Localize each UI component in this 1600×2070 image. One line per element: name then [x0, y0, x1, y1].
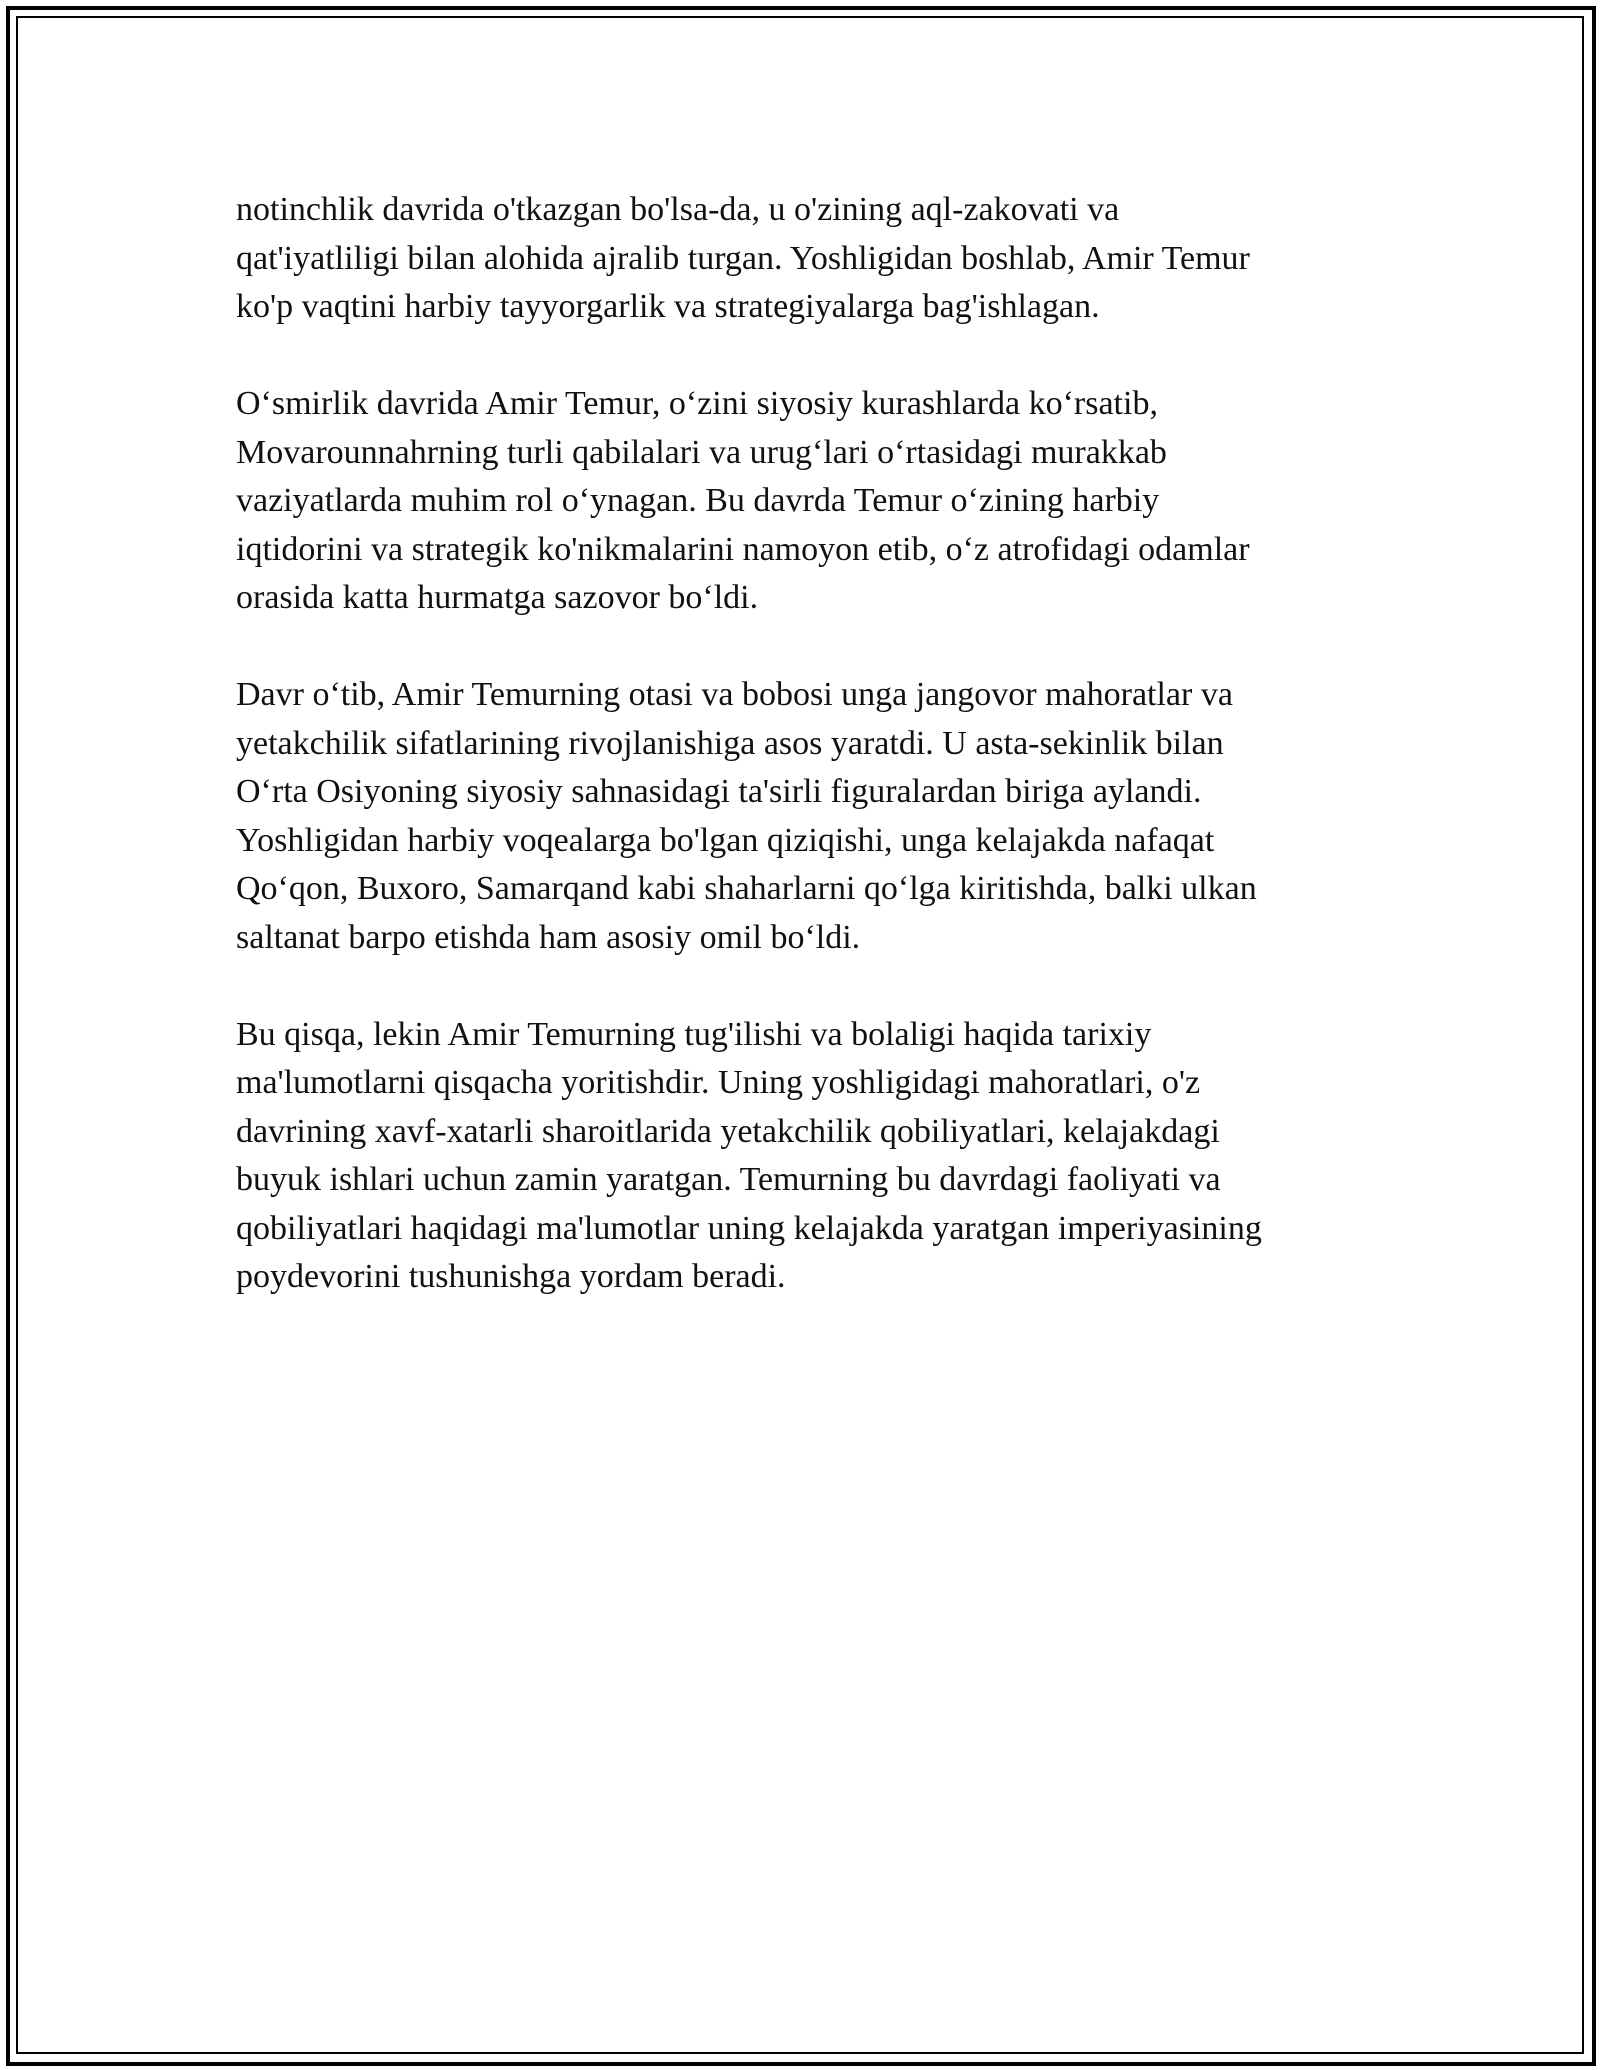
- document-body: [236, 186, 1366, 1302]
- paragraph-1: notinchlik davrida o'tkazgan bo'lsa-da, u o'zining aql-zakovati va qat'iyatliligi bilan alohida ajralib turgan. Yoshligidan boshlab, Amir Temur ko'p vaqtini harbiy tayyorgarlik va strategiyalarga bag'ishlagan.: [236, 191, 1250, 325]
- paragraph-2: O‘smirlik davrida Amir Temur, o‘zini siyosiy kurashlarda ko‘rsatib, Movarounnahrning turli qabilalari va urug‘lari o‘rtasidagi murakkab vaziyatlarda muhim rol o‘ynagan. Bu davrda Temur o‘zining harbiy iqtidorini va strategik ko'nikmalarini namoyon etib, o‘z atrofidagi odamlar orasida katta hurmatga sazovor bo‘ldi.: [236, 385, 1250, 616]
- paragraph-4: Bu qisqa, lekin Amir Temurning tug'ilishi va bolaligi haqida tarixiy ma'lumotlarni qisqacha yoritishdir. Uning yoshligidagi mahoratlari, o'z davrining xavf-xatarli sharoitlarida yetakchilik qobiliyatlari, kelajakdagi buyuk ishlari uchun zamin yaratgan. Temurning bu davrdagi faoliyati va qobiliyatlari haqidagi ma'lumotlar uning kelajakda yaratgan imperiyasining poydevorini tushunishga yordam beradi.: [236, 1015, 1262, 1295]
- paragraph-3: Davr o‘tib, Amir Temurning otasi va bobosi unga jangovor mahoratlar va yetakchilik sifatlarining rivojlanishiga asos yaratdi. U asta-sekinlik bilan O‘rta Osiyoning siyosiy sahnasidagi ta'sirli figuralardan biriga aylandi. Yoshligidan harbiy voqealarga bo'lgan qiziqishi, unga kelajakda nafaqat Qo‘qon, Buxoro, Samarqand kabi shaharlarni qo‘lga kiritishda, balki ulkan saltanat barpo etishda ham asosiy omil bo‘ldi.: [236, 676, 1257, 956]
